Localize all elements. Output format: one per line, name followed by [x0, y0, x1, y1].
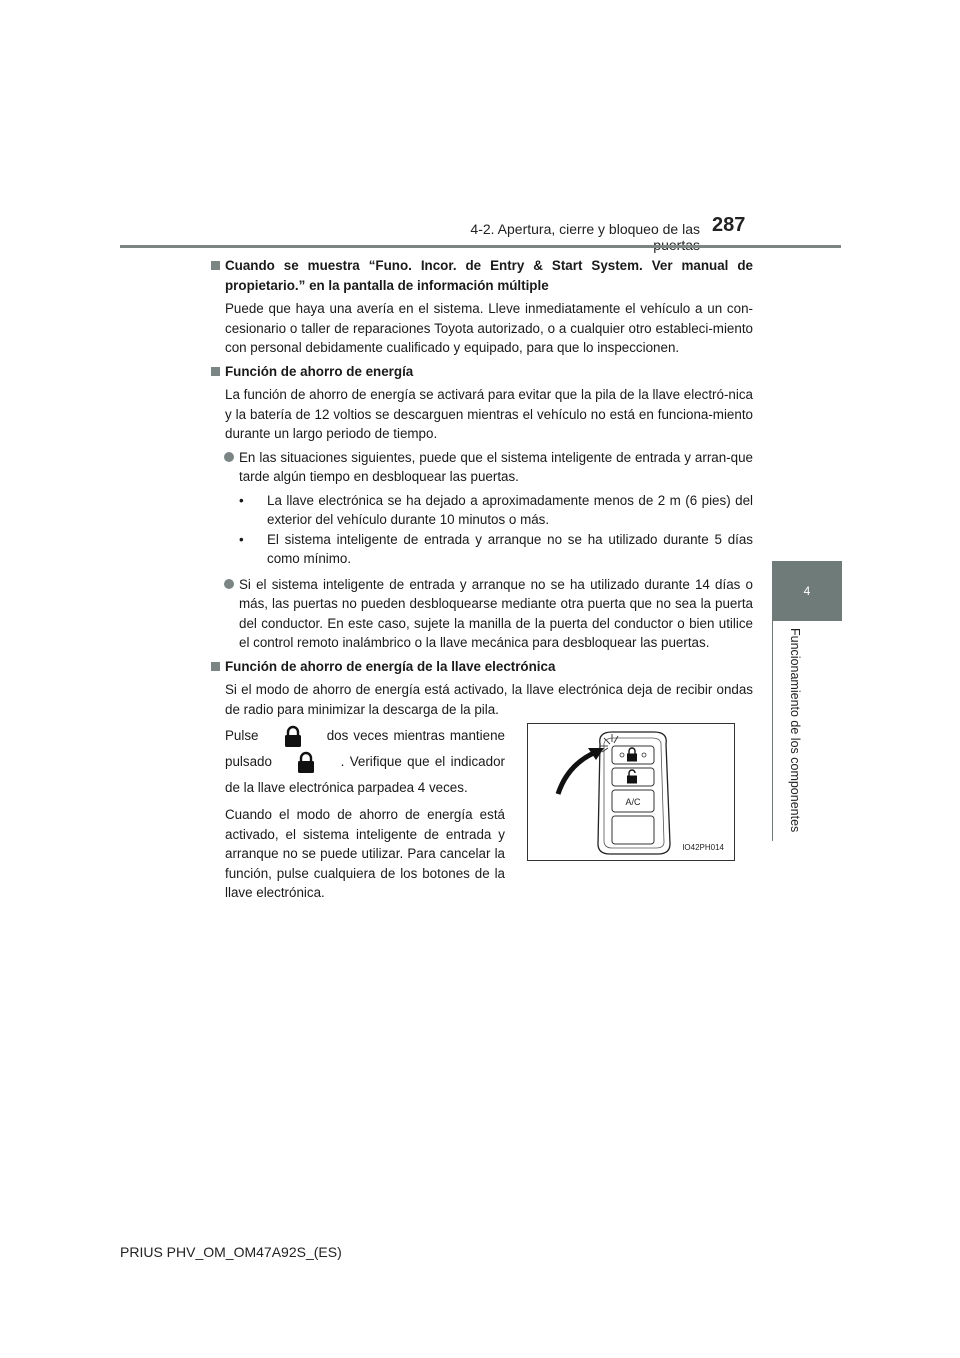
square-bullet-icon: [211, 662, 220, 671]
section-heading: Función de ahorro de energía de la llave electrónica: [211, 657, 753, 677]
lock-icon: [291, 751, 321, 773]
dot-marker: •: [239, 492, 244, 508]
cancel-note: Cuando el modo de ahorro de energía está activado, el sistema inteligente de entrada y arranque no se puede utilizar. Para cancelar la función, pulse cualquiera de los botones de la llave electrónica.: [225, 807, 505, 900]
sub-list-item: • El sistema inteligente de entrada y arranque no se ha utilizado durante 5 días como mínimo.: [239, 531, 753, 566]
sub-list: [211, 491, 753, 569]
running-header: 4-2. Apertura, cierre y bloqueo de las: [470, 221, 700, 237]
instruction-block: [211, 723, 753, 913]
section-body: Puede que haya una avería en el sistema. Lleve inmediatamente el vehículo a un con-cesionario o taller de reparaciones Toyota autorizado, o a cualquier otro estableci-miento con personal debidamente cualificado y equipado, para que lo inspeccionen.: [225, 301, 753, 355]
chapter-tab-frame: [772, 621, 843, 841]
figure-code: IO42PH014: [682, 842, 724, 852]
square-bullet-icon: [211, 261, 220, 270]
round-bullet-icon: [224, 579, 234, 589]
section-body: Si el modo de ahorro de energía está activado, la llave electrónica deja de recibir ondas de radio para minimizar la descarga de la pila.: [225, 682, 753, 717]
chapter-tab-number: 4: [772, 561, 842, 621]
section-heading: Función de ahorro de energía: [211, 362, 753, 382]
list-item: En las situaciones siguientes, puede que el sistema inteligente de entrada y arran-que tarde algún tiempo en desbloquear las puertas.: [211, 448, 753, 487]
key-fob-illustration: [527, 723, 735, 861]
button-label-ac: A/C: [625, 797, 641, 807]
instruction-paragraph: Pulse dos veces mientras mantiene pulsado . Verifique que el indicador de la llave electrónica parpadea 4 veces.: [225, 723, 505, 801]
square-bullet-icon: [211, 367, 220, 376]
dot-marker: •: [239, 531, 244, 547]
page-number: 287: [712, 214, 746, 236]
header-divider: [120, 245, 841, 248]
manual-code-footer: PRIUS PHV_OM_OM47A92S_(ES): [120, 1244, 342, 1260]
list-item: Si el sistema inteligente de entrada y arranque no se ha utilizado durante 14 días o más, las puertas no pueden desbloquearse mediante otra puerta que no sea la puerta del conductor. En este caso, sujete la manilla de la puerta del conductor o bien utilice el control remoto inalámbrico o la llave mecánica para desbloquear las puertas.: [211, 575, 753, 653]
section-heading: Cuando se muestra “Funo. Incor. de Entry & Start System. Ver manual de propietario.” en la pantalla de información múltiple: [211, 256, 753, 295]
lock-icon: [278, 725, 308, 747]
main-content: [211, 256, 753, 913]
section-body: La función de ahorro de energía se activará para evitar que la pila de la llave electró-nica y la batería de 12 voltios se descarguen mientras el vehículo no está en funciona-miento durante un largo periodo de tiempo.: [225, 387, 753, 441]
instruction-text: [225, 723, 505, 907]
chapter-tab-title: Funcionamiento de los componentes: [788, 628, 802, 833]
sub-list-item: • La llave electrónica se ha dejado a aproximadamente menos de 2 m (6 pies) del exterior del vehículo durante 10 minutos o más.: [239, 492, 753, 527]
arrow-icon: [558, 748, 604, 794]
round-bullet-icon: [224, 452, 234, 462]
